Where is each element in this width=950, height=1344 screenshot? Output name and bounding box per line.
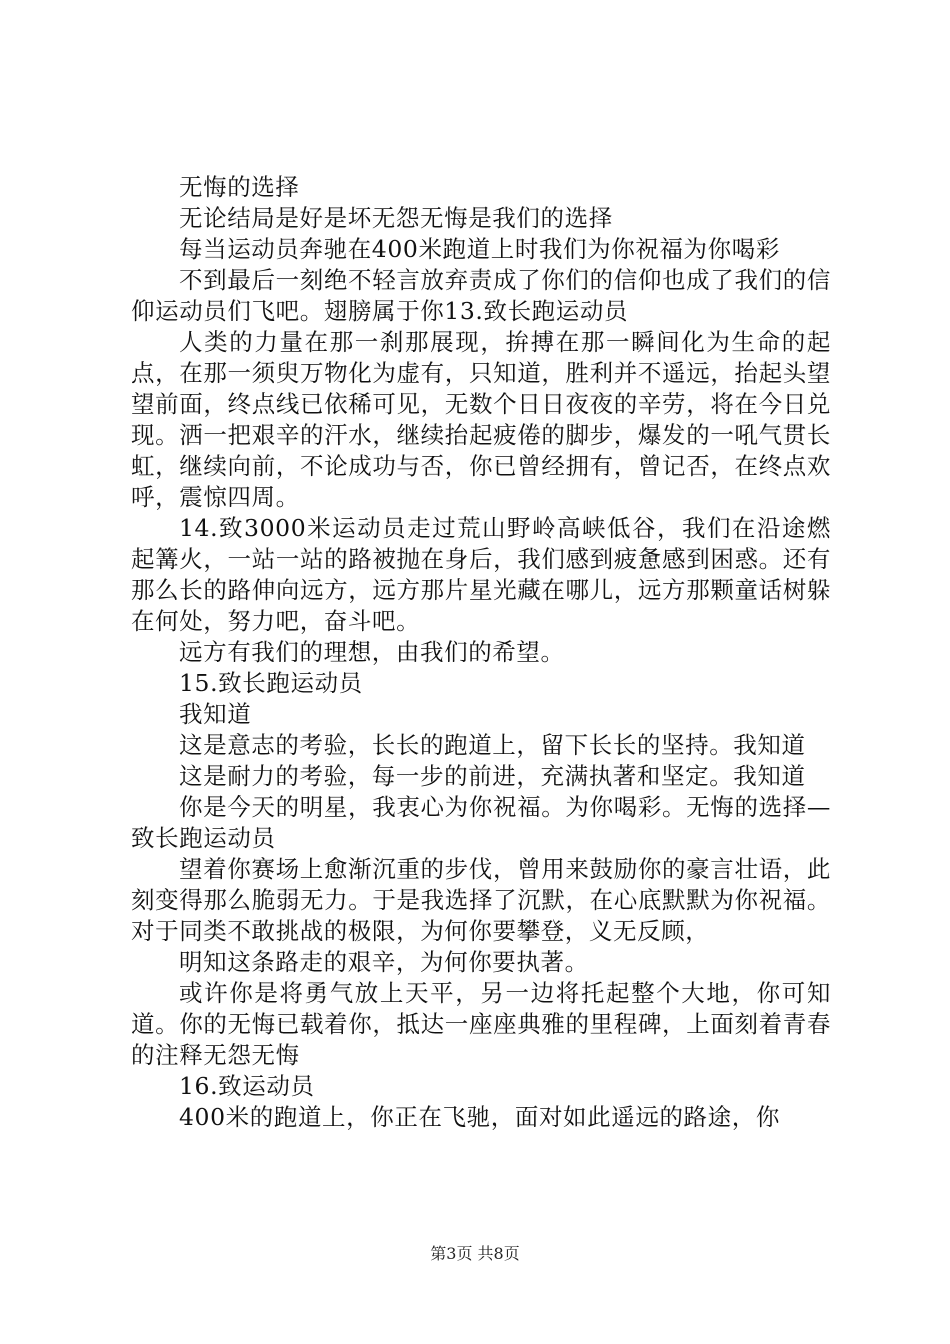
paragraph-15: 或许你是将勇气放上天平，另一边将托起整个大地，你可知道。你的无悔已载着你，抵达一座座典雅的里程碑，上面刻着青春的注释无怨无悔 bbox=[131, 979, 831, 1069]
paragraph-1: 无悔的选择 bbox=[179, 173, 300, 201]
paragraph-9: 我知道 bbox=[179, 700, 252, 728]
paragraph-12: 你是今天的明星，我衷心为你祝福。为你喝彩。无悔的选择—致长跑运动员 bbox=[131, 793, 831, 852]
paragraph-5: 人类的力量在那一刹那展现，拚搏在那一瞬间化为生命的起点，在那一须臾万物化为虚有，只知道，胜利并不遥远，抬起头望望前面，终点线已依稀可见，无数个日日夜夜的辛劳，将在今日兑现。洒一把艰辛的汗水，继续抬起疲倦的脚步，爆发的一吼气贯长虹，继续向前，不论成功与否，你已曾经拥有，曾记否，在终点欢呼，震惊四周。 bbox=[131, 328, 831, 511]
paragraph-4: 不到最后一刻绝不轻言放弃责成了你们的信仰也成了我们的信仰运动员们飞吧。翅膀属于你13.致长跑运动员 bbox=[131, 266, 831, 325]
page-number-footer: 第3页 共8页 bbox=[430, 1244, 520, 1263]
paragraph-8: 15.致长跑运动员 bbox=[179, 669, 363, 697]
paragraph-14: 明知这条路走的艰辛，为何你要执著。 bbox=[179, 948, 589, 976]
paragraph-10: 这是意志的考验，长长的跑道上，留下长长的坚持。我知道 bbox=[179, 731, 806, 759]
paragraph-13: 望着你赛场上愈渐沉重的步伐，曾用来鼓励你的豪言壮语，此刻变得那么脆弱无力。于是我选择了沉默，在心底默默为你祝福。对于同类不敢挑战的极限，为何你要攀登，义无反顾， bbox=[131, 855, 831, 945]
paragraph-11: 这是耐力的考验，每一步的前进，充满执著和坚定。我知道 bbox=[179, 762, 806, 790]
paragraph-2: 无论结局是好是坏无怨无悔是我们的选择 bbox=[179, 204, 613, 232]
paragraph-17: 400米的跑道上，你正在飞驰，面对如此遥远的路途，你 bbox=[179, 1103, 780, 1131]
paragraph-6: 14.致3000米运动员走过荒山野岭高峡低谷，我们在沿途燃起篝火，一站一站的路被抛在身后，我们感到疲惫感到困惑。还有那么长的路伸向远方，远方那片星光藏在哪儿，远方那颗童话树躲在何处，努力吧，奋斗吧。 bbox=[131, 514, 831, 635]
paragraph-7: 远方有我们的理想，由我们的希望。 bbox=[179, 638, 565, 666]
document-body bbox=[131, 172, 831, 1133]
paragraph-16: 16.致运动员 bbox=[179, 1072, 315, 1100]
paragraph-3: 每当运动员奔驰在400米跑道上时我们为你祝福为你喝彩 bbox=[179, 235, 780, 263]
